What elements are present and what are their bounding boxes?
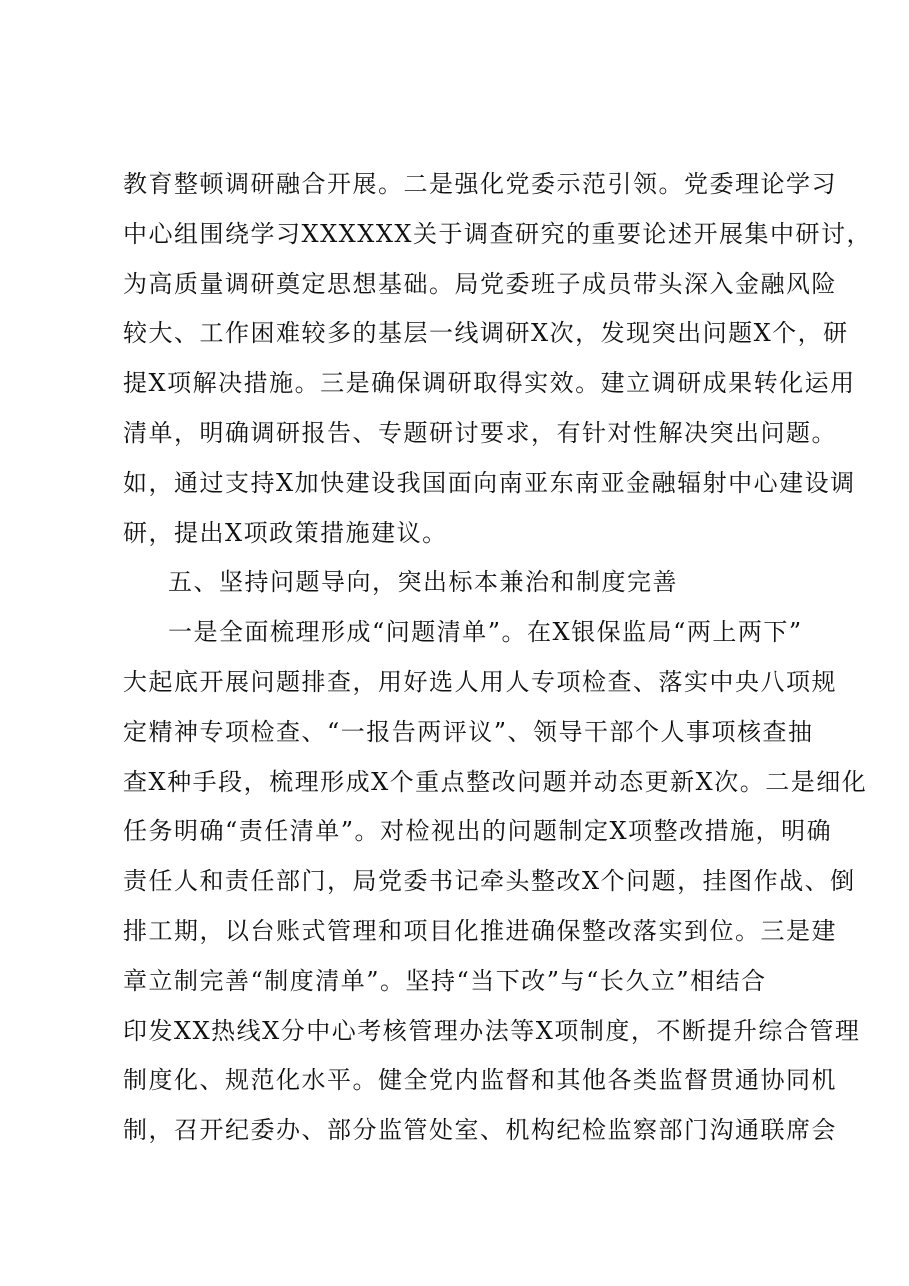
paragraph-line: 排工期，以台账式管理和项目化推进确保整改落实到位。三是建 bbox=[123, 916, 837, 945]
paragraph-line: 责任人和责任部门，局党委书记牵头整改X个问题，挂图作战、倒 bbox=[123, 867, 856, 896]
paragraph-line: 较大、工作困难较多的基层一线调研X次，发现突出问题X个，研 bbox=[123, 319, 849, 348]
paragraph-line: 任务明确“责任清单”。对检视出的问题制定X项整改措施，明确 bbox=[123, 817, 833, 846]
paragraph-line: 研，提出X项政策措施建议。 bbox=[123, 518, 448, 547]
paragraph-line: 制，召开纪委办、部分监管处室、机构纪检监察部门沟通联席会 bbox=[123, 1116, 837, 1145]
document-body bbox=[123, 160, 873, 1156]
paragraph-line: 中心组围绕学习XXXXXX关于调查研究的重要论述开展集中研讨， bbox=[123, 219, 873, 248]
paragraph-line: 如，通过支持X加快建设我国面向南亚东南亚金融辐射中心建设调 bbox=[123, 468, 856, 497]
paragraph-line: 为高质量调研奠定思想基础。局党委班子成员带头深入金融风险 bbox=[123, 269, 837, 298]
paragraph-line: 印发XX热线X分中心考核管理办法等X项制度，不断提升综合管理 bbox=[123, 1016, 861, 1045]
paragraph-line: 制度化、规范化水平。健全党内监督和其他各类监督贯通协同机 bbox=[123, 1066, 837, 1095]
paragraph-line: 清单，明确调研报告、专题研讨要求，有针对性解决突出问题。 bbox=[123, 418, 837, 447]
paragraph-line: 章立制完善“制度清单”。坚持“当下改”与“长久立”相结合 bbox=[123, 966, 767, 995]
paragraph-line: 大起底开展问题排查，用好选人用人专项检查、落实中央八项规 bbox=[123, 667, 837, 696]
paragraph-line: 提X项解决措施。三是确保调研取得实效。建立调研成果转化运用 bbox=[123, 369, 856, 398]
paragraph-line: 一是全面梳理形成“问题清单”。在X银保监局“两上两下” bbox=[168, 618, 803, 647]
section-heading: 五、坚持问题导向，突出标本兼治和制度完善 bbox=[168, 568, 678, 597]
paragraph-line: 教育整顿调研融合开展。二是强化党委示范引领。党委理论学习 bbox=[123, 170, 837, 198]
paragraph-line: 查X种手段，梳理形成X个重点整改问题并动态更新X次。二是细化 bbox=[123, 767, 868, 796]
paragraph-line: 定精神专项检查、“一报告两评议”、领导干部个人事项核查抽 bbox=[123, 717, 814, 746]
